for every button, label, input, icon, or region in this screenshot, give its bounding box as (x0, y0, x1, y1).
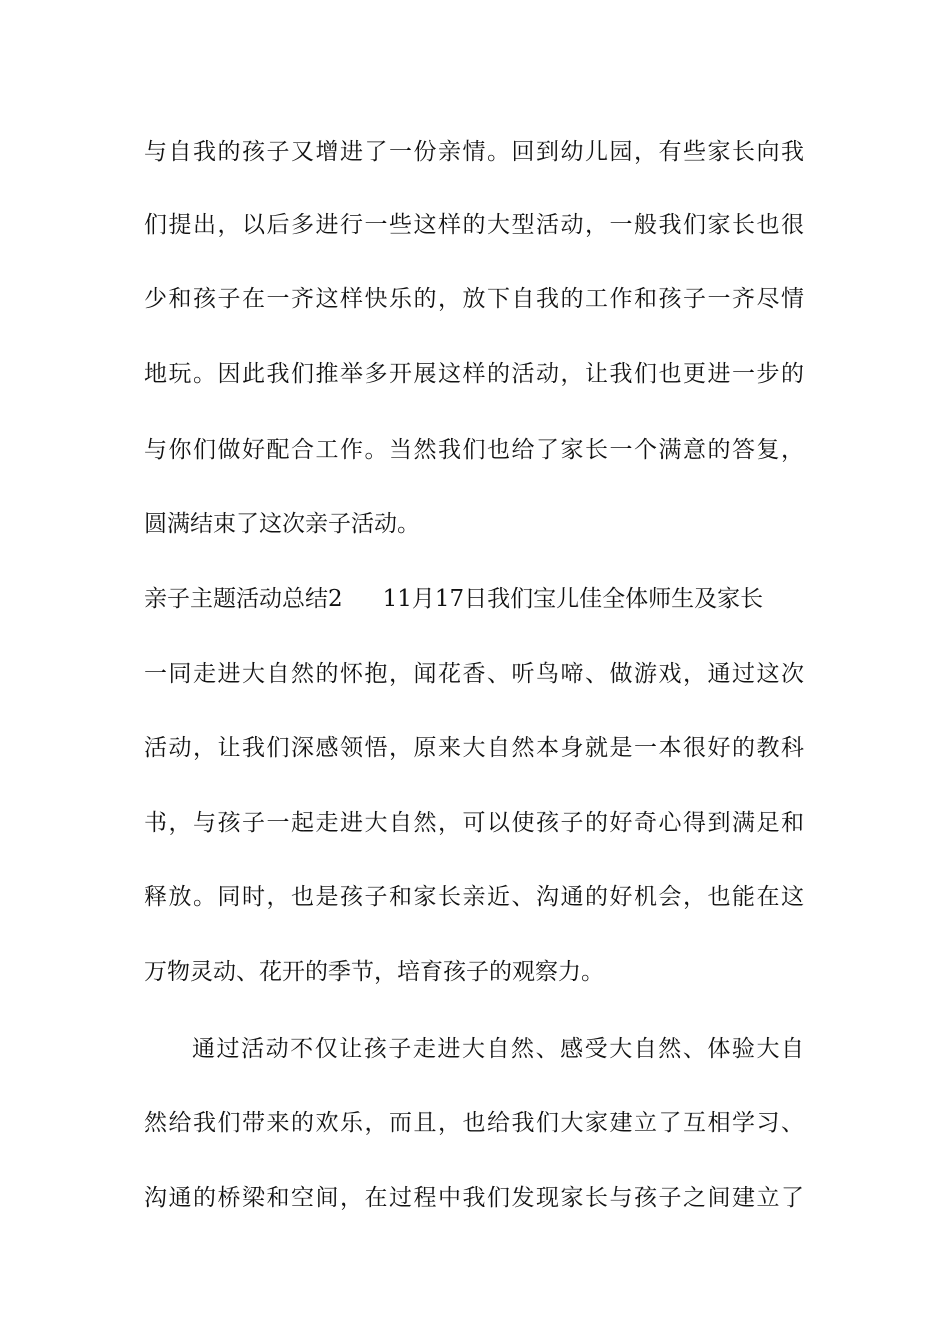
section-heading-line (144, 579, 824, 619)
section-heading-title: 亲子主题活动总结2 (144, 586, 343, 612)
paragraph-line: 圆满结束了这次亲子活动。 (144, 511, 420, 537)
paragraph-line: 与你们做好配合工作。当然我们也给了家长一个满意的答复， (144, 437, 804, 463)
paragraph-line: 书，与孩子一起走进大自然，可以使孩子的好奇心得到满足和 (144, 810, 804, 836)
paragraph-line: 万物灵动、花开的季节，培育孩子的观察力。 (144, 959, 604, 985)
paragraph-line: 释放。同时，也是孩子和家长亲近、沟通的好机会，也能在这 (144, 884, 804, 910)
heading-continuation: 11月17日我们宝儿佳全体师生及家长 (382, 586, 764, 612)
paragraph-line: 然给我们带来的欢乐，而且，也给我们大家建立了互相学习、 (144, 1110, 804, 1136)
paragraph-line: 地玩。因此我们推举多开展这样的活动，让我们也更进一步的 (144, 361, 804, 387)
paragraph-line: 活动，让我们深感领悟，原来大自然本身就是一本很好的教科 (144, 735, 804, 761)
paragraph-line: 少和孩子在一齐这样快乐的，放下自我的工作和孩子一齐尽情 (144, 286, 804, 312)
paragraph-line: 们提出，以后多进行一些这样的大型活动，一般我们家长也很 (144, 212, 804, 238)
paragraph-line: 沟通的桥梁和空间，在过程中我们发现家长与孩子之间建立了 (144, 1185, 804, 1211)
paragraph-line-indented: 通过活动不仅让孩子走进大自然、感受大自然、体验大自 (192, 1036, 804, 1062)
paragraph-line: 与自我的孩子又增进了一份亲情。回到幼儿园，有些家长向我 (144, 139, 804, 165)
paragraph-line: 一同走进大自然的怀抱，闻花香、听鸟啼、做游戏，通过这次 (144, 661, 804, 687)
